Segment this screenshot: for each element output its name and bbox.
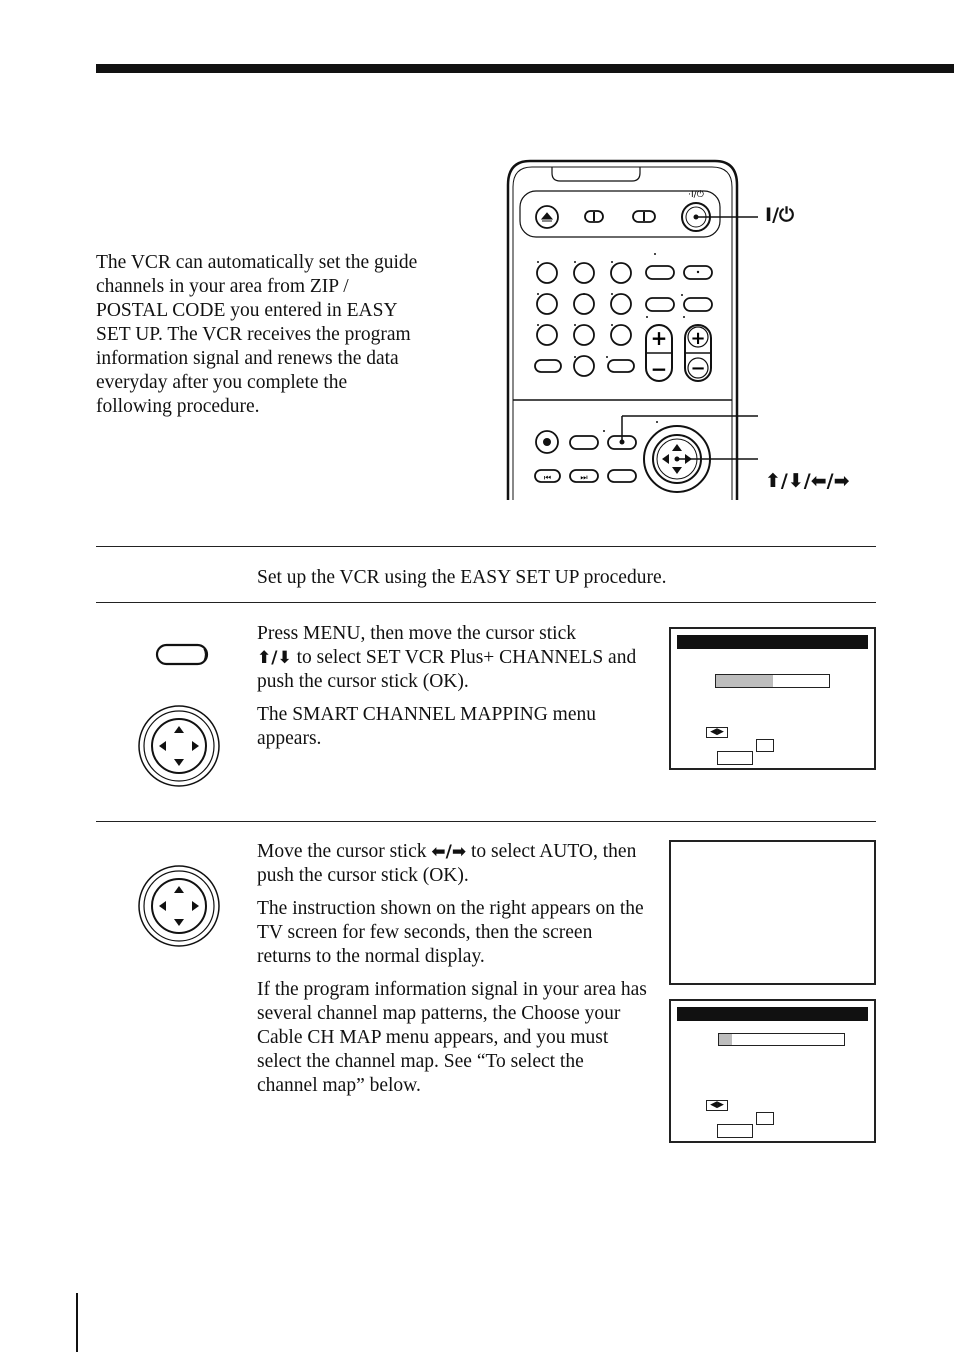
step-2-paragraph-1 [257, 622, 647, 694]
step-3-text-b: to select AUTO, then push the cursor stick (OK). [257, 841, 637, 886]
screen-button-box [717, 1124, 753, 1138]
left-right-arrow-icon: ◀▶ [706, 1100, 728, 1111]
progress-bar [718, 1033, 845, 1046]
step-2-paragraph-2: The SMART CHANNEL MAPPING menu appears. [257, 704, 597, 749]
svg-text:·I/⏻: ·I/⏻ [688, 190, 704, 200]
svg-text:−: − [650, 357, 668, 381]
step-2-text-a: Press MENU, then move the cursor stick [257, 623, 576, 644]
step-2-text-b: to select SET VCR Plus+ CHANNELS and push the cursor stick (OK). [257, 647, 637, 692]
intro-paragraph: The VCR can automatically set the guide channels in your area from ZIP / POSTAL CODE you entered in EASY SET UP. The VCR receives the program information signal and renews the data everyday after you complete the following procedure. [96, 252, 418, 417]
screen-header-bar [677, 635, 868, 649]
left-right-arrow-icon: ◀▶ [706, 727, 728, 738]
instruction-screen [669, 840, 876, 985]
step-2-text [257, 622, 647, 760]
screen-button-box [717, 751, 753, 765]
svg-text:+: + [690, 328, 706, 349]
up-down-arrow-icon: ⬆/⬇ [257, 648, 292, 668]
channel-map-progress-screen [669, 999, 876, 1143]
remote-control-illustration [500, 155, 760, 500]
cursor-stick-icon [135, 702, 223, 790]
svg-text:⏮: ⏮ [543, 473, 552, 482]
progress-fill [719, 1034, 732, 1045]
svg-text:+: + [650, 326, 668, 350]
svg-text:−: − [690, 358, 706, 379]
step-2-top-rule [96, 602, 876, 603]
power-button-label: I/⏻ [765, 204, 795, 226]
margin-rule [76, 1293, 78, 1352]
menu-button-icon [150, 640, 214, 670]
step-3-paragraph-2: The instruction shown on the right appears on the TV screen for few seconds, then the screen returns to the normal display. [257, 898, 644, 967]
svg-text:⏭: ⏭ [580, 473, 588, 482]
smart-channel-mapping-screen [669, 627, 876, 770]
step-3-text-a: Move the cursor stick [257, 841, 432, 862]
progress-bar [715, 674, 830, 688]
left-right-arrow-icon: ⬅/➡ [431, 842, 467, 862]
step-3-top-rule [96, 821, 876, 822]
step-3-paragraph-3: If the program information signal in your area has several channel map patterns, the Choose your Cable CH MAP menu appears, and you must select the channel map. See “To select the channel map” below. [257, 979, 647, 1096]
screen-header-bar [677, 1007, 868, 1021]
progress-fill [716, 675, 773, 687]
top-rule [96, 64, 954, 73]
step-3-paragraph-1 [257, 840, 647, 888]
cursor-arrows-label: ⬆/⬇/⬅/➡ [765, 470, 850, 492]
step-1-top-rule [96, 546, 876, 547]
screen-small-box [756, 1112, 774, 1125]
step-1-text: Set up the VCR using the EASY SET UP procedure. [257, 567, 667, 588]
step-3-text [257, 840, 647, 1107]
screen-small-box [756, 739, 774, 752]
cursor-stick-icon [135, 862, 223, 950]
